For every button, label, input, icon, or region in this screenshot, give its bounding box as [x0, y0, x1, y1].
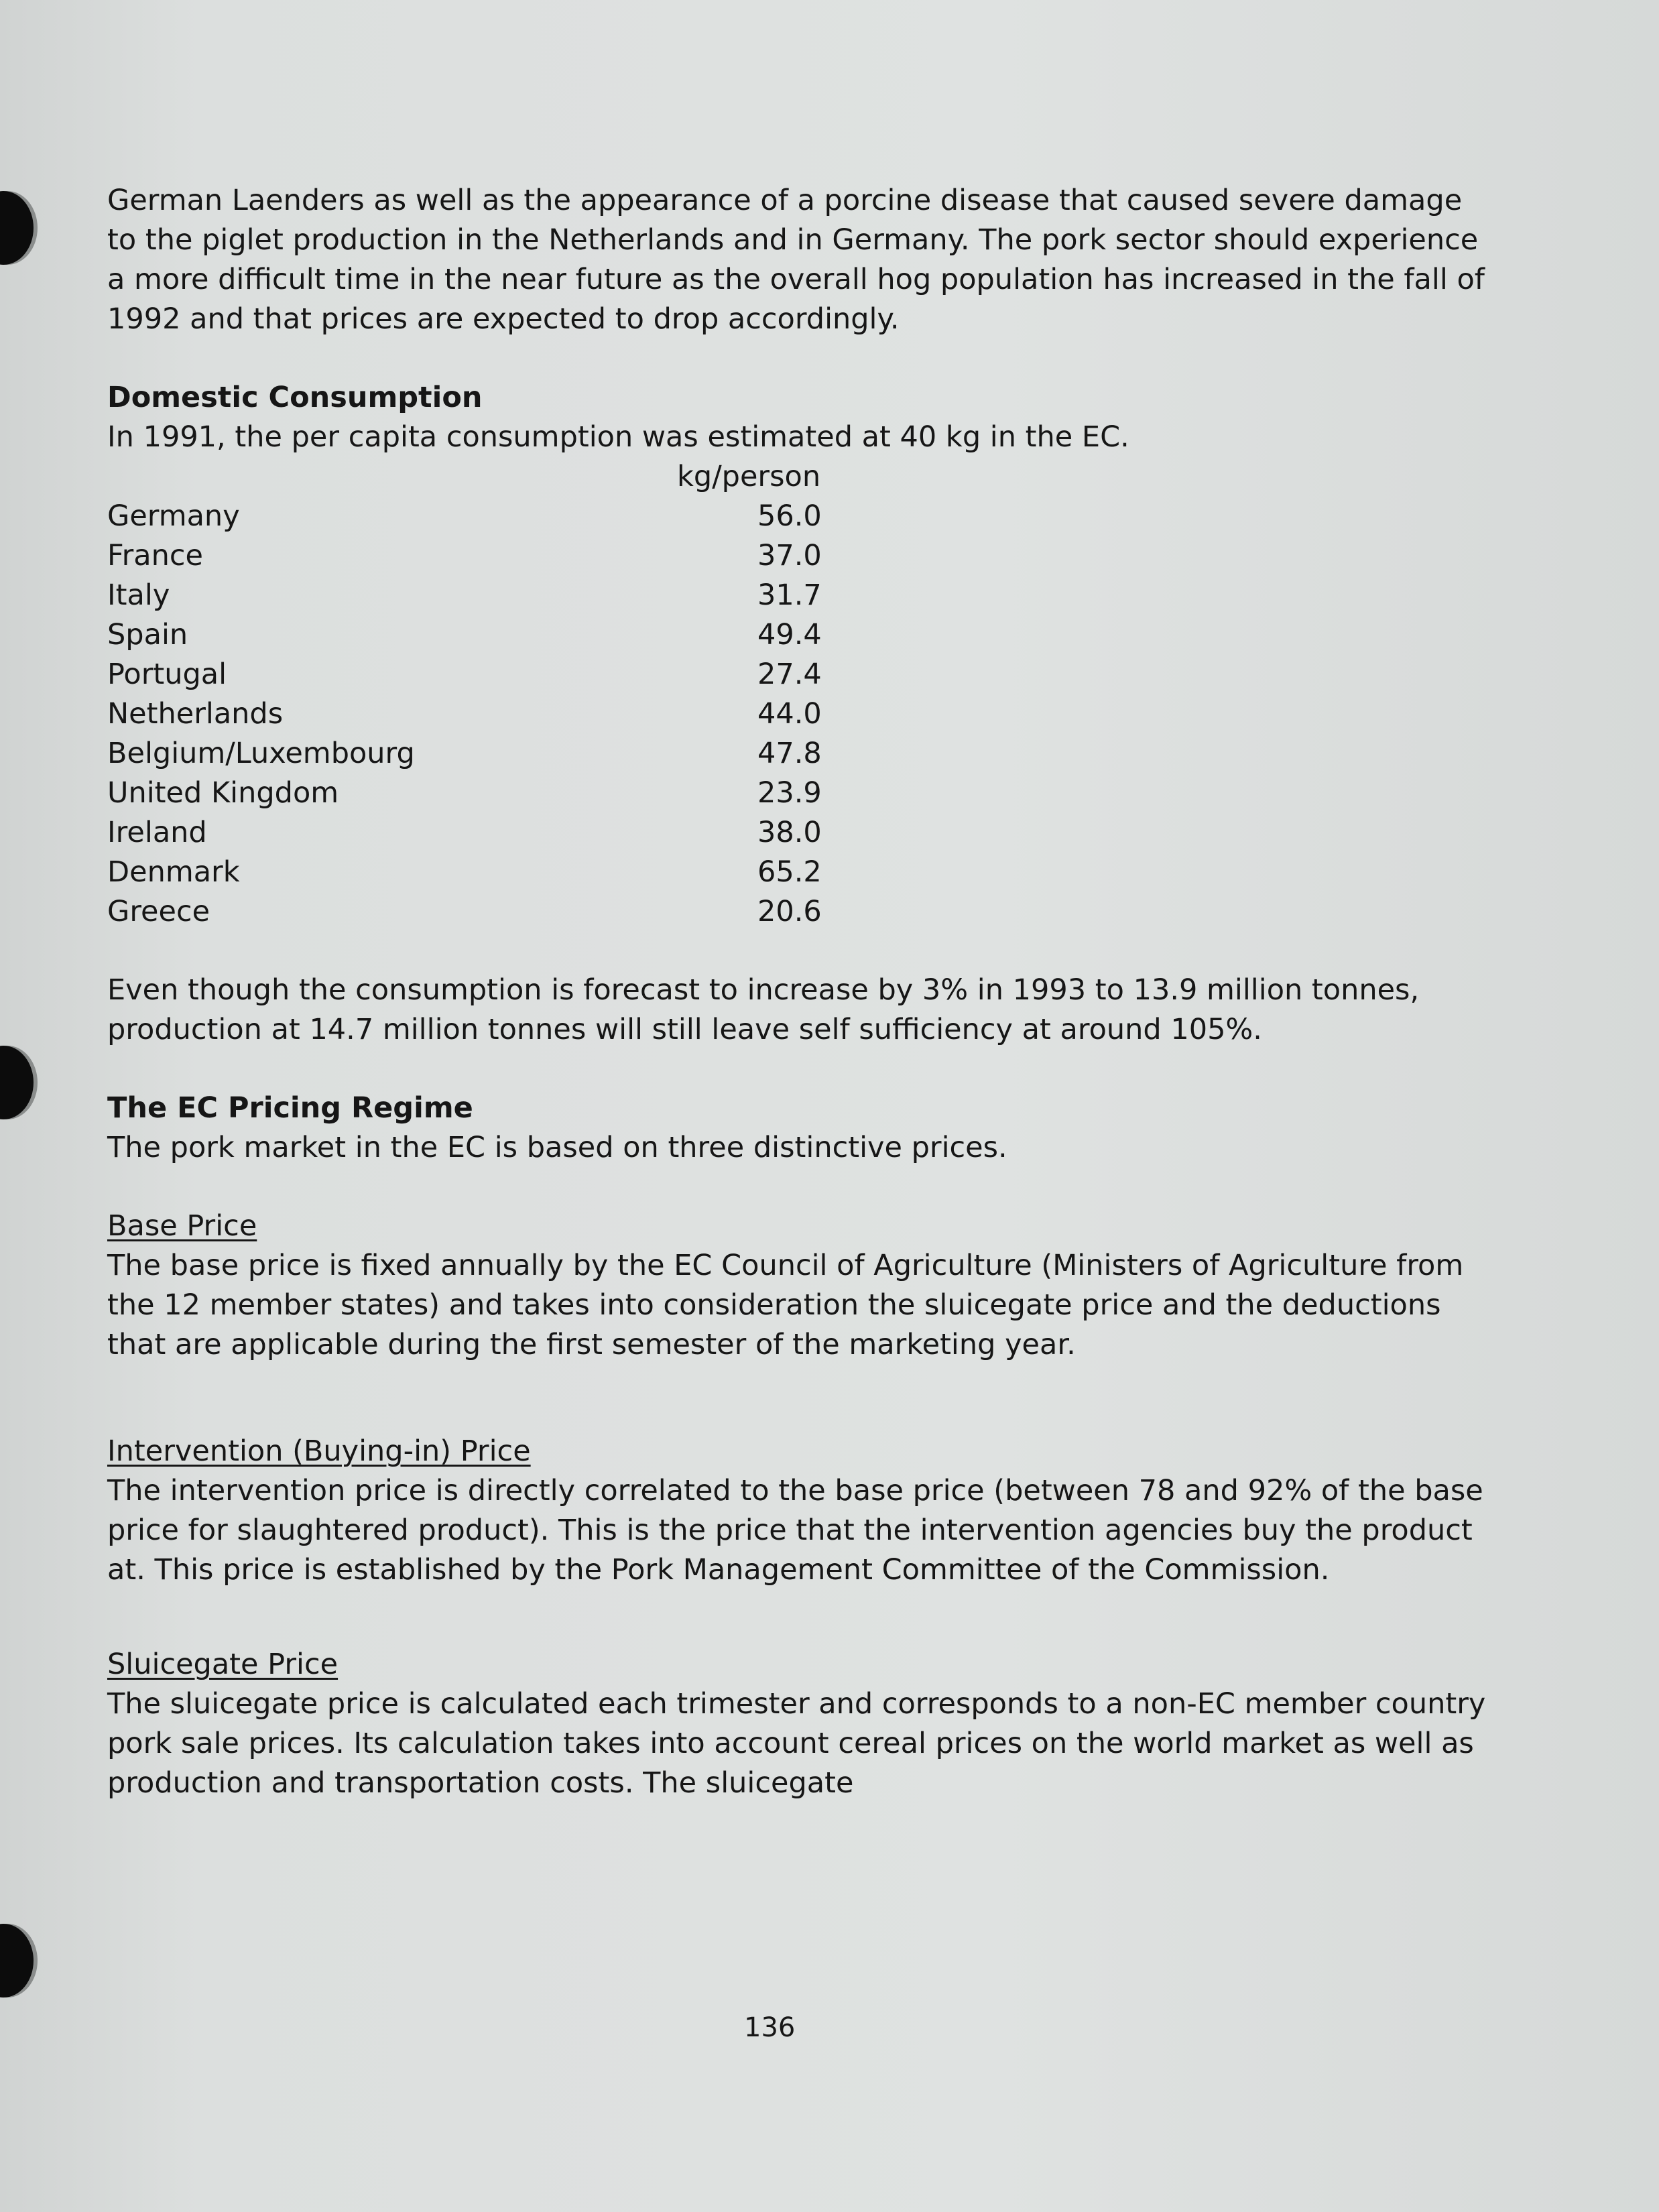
- country-name: Ireland: [107, 816, 207, 849]
- table-row: [107, 694, 1488, 734]
- pricing-regime-section: [107, 1089, 1488, 1168]
- binder-hole: [0, 1924, 34, 1998]
- table-row: [107, 655, 1488, 694]
- consumption-value: 44.0: [757, 697, 822, 731]
- intervention-price-text: The intervention price is directly correlated to the base price (between 78 and 92% of the base price for slaughtered product). This is the price that the intervention agencies buy the product at. This price is established by the Pork Management Committee of the Commission.: [107, 1474, 1483, 1587]
- intro-paragraph: German Laenders as well as the appearance of a porcine disease that caused severe damage to the piglet production in the Netherlands and in Germany. The pork sector should experience a more difficult time in the near future as the overall hog population has increased in the fall of 1992 and that prices are expected to drop accordingly.: [107, 184, 1485, 336]
- consumption-value: 31.7: [757, 578, 822, 612]
- table-row: [107, 774, 1488, 813]
- country-name: France: [107, 539, 203, 572]
- consumption-value: 56.0: [757, 499, 822, 533]
- consumption-unit-header: kg/person: [677, 460, 821, 493]
- table-row: [107, 576, 1488, 615]
- table-row: [107, 536, 1488, 576]
- consumption-table: [107, 457, 1488, 932]
- country-name: Germany: [107, 499, 240, 533]
- base-price-section: [107, 1207, 1488, 1365]
- pricing-regime-text: The pork market in the EC is based on three distinctive prices.: [107, 1131, 1007, 1164]
- intervention-price-section: [107, 1432, 1488, 1590]
- intervention-price-heading: Intervention (Buying-in) Price: [107, 1434, 531, 1468]
- consumption-value: 20.6: [757, 895, 822, 928]
- page-number: 136: [744, 2012, 796, 2043]
- country-name: Italy: [107, 578, 170, 612]
- country-name: Belgium/Luxembourg: [107, 737, 415, 770]
- pricing-regime-heading: The EC Pricing Regime: [107, 1091, 473, 1125]
- domestic-consumption-text: In 1991, the per capita consumption was estimated at 40 kg in the EC.: [107, 420, 1129, 454]
- consumption-value: 65.2: [757, 855, 822, 889]
- consumption-value: 37.0: [757, 539, 822, 572]
- table-row: [107, 813, 1488, 853]
- consumption-value: 47.8: [757, 737, 822, 770]
- binder-hole: [0, 191, 34, 265]
- country-name: United Kingdom: [107, 776, 339, 810]
- country-name: Spain: [107, 618, 188, 652]
- domestic-consumption-section: [107, 378, 1488, 932]
- country-name: Portugal: [107, 658, 227, 691]
- table-row: [107, 853, 1488, 892]
- domestic-consumption-heading: Domestic Consumption: [107, 381, 483, 414]
- country-name: Netherlands: [107, 697, 284, 731]
- table-row: [107, 892, 1488, 932]
- sluicegate-price-text: The sluicegate price is calculated each trimester and corresponds to a non-EC member country pork sale prices. Its calculation takes into account cereal prices on the world market as well as production and transportation costs. The sluicegate: [107, 1687, 1486, 1800]
- sluicegate-price-heading: Sluicegate Price: [107, 1648, 339, 1681]
- consumption-value: 23.9: [757, 776, 822, 810]
- sluicegate-price-section: [107, 1645, 1488, 1803]
- country-name: Denmark: [107, 855, 240, 889]
- table-row: [107, 497, 1488, 536]
- base-price-text: The base price is fixed annually by the EC Council of Agriculture (Ministers of Agriculture from the 12 member states) and takes into consideration the sluicegate price and the deductions that are applicable during the first semester of the marketing year.: [107, 1249, 1464, 1361]
- table-row: [107, 734, 1488, 774]
- consumption-value: 38.0: [757, 816, 822, 849]
- consumption-value: 27.4: [757, 658, 822, 691]
- binder-hole: [0, 1046, 34, 1119]
- base-price-heading: Base Price: [107, 1209, 257, 1243]
- consumption-value: 49.4: [757, 618, 822, 652]
- country-name: Greece: [107, 895, 210, 928]
- consumption-forecast-paragraph: Even though the consumption is forecast to increase by 3% in 1993 to 13.9 million tonnes, production at 14.7 million tonnes will still leave self sufficiency at around 105%.: [107, 973, 1420, 1046]
- page-content: [107, 181, 1488, 1803]
- table-row: [107, 615, 1488, 655]
